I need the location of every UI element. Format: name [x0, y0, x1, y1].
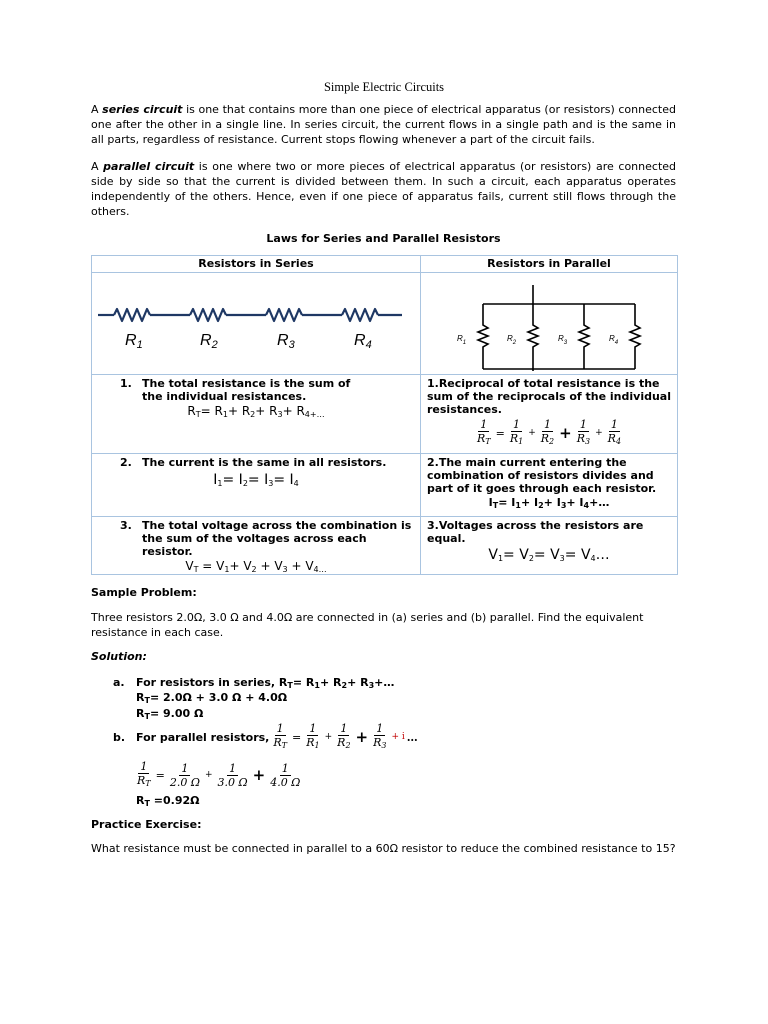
row1-series-text: The total resistance is the sum of the individual resistances.: [142, 377, 351, 403]
series-circuit-diagram: [92, 273, 418, 371]
solution-a-line3: $R_T= 9.00$ Ω: [136, 707, 204, 721]
parallel-branch-3: [579, 304, 589, 369]
solution-a-line1: For resistors in series, $R_T= R_1+ R_2+$ $R_3+\dots$: [136, 676, 395, 690]
row2-parallel-cell: [421, 454, 678, 517]
series-resistor-3: [266, 309, 302, 321]
series-resistor-4: [342, 309, 378, 321]
parallel-label-r4: $R_4$: [609, 334, 619, 346]
row1-parallel-equation: $\frac{1}{R_T}$ = $\frac{1}{R_1}$ + $\frac{1}{R_2}$ + $\frac{1}{R_3}$ + $\frac{1}{R_4}$: [476, 418, 622, 446]
parallel-branch-4: [630, 304, 640, 369]
parallel-label-r2: $R_2$: [507, 334, 517, 346]
row3-series-text: The total voltage across the combination is the sum of the voltages across each resistor.: [142, 519, 412, 558]
parallel-label-r3: $R_3$: [558, 334, 568, 346]
row2-parallel-text: 2.The main current entering the combination of resistors divides and part of it goes through each resistor.: [427, 456, 657, 495]
solution-b-result: $R_T =0.92\Omega$: [136, 794, 200, 808]
b-val-2: 3.0 Ω: [217, 775, 248, 789]
row3-parallel-cell: [421, 517, 678, 575]
parallel-branch-2: [528, 304, 538, 369]
solution-a-line2: $R_T= 2.0\Omega + 3.0$ Ω + 4.0Ω: [136, 691, 288, 705]
series-resistor-1: [114, 309, 150, 321]
series-resistor-2: [190, 309, 226, 321]
row3-series-cell: [92, 517, 421, 575]
parallel-branch-1: [478, 304, 488, 369]
series-paragraph: [91, 102, 676, 147]
solution-b-formula: $\frac{1}{R_T}$ = $\frac{1}{R_1}$ + $\frac{1}{R_2}$ + $\frac{1}{R_3}$ + i …: [273, 722, 418, 750]
row1-parallel-text: 1.Reciprocal of total resistance is the sum of the reciprocals of the individual resistances.: [427, 377, 671, 416]
series-label-r3: R3: [277, 332, 295, 351]
row3-series-equation: $V_T = V_1+ V_2 + V_3 + V_{4\dots}$: [185, 559, 327, 574]
page-title: Simple Electric Circuits: [323, 80, 445, 94]
row2-parallel-equation: $I_T= I_1+ I_2+ I_3+$ $I_4+\dots$: [488, 496, 610, 510]
sample-problem: Three resistors 2.0Ω, 3.0 Ω and 4.0Ω are connected in (a) series and (b) parallel. Find the equivalent resistance in each case.: [91, 611, 644, 639]
parallel-circuit-diagram: [421, 273, 677, 371]
series-para-body: is one that contains more than one piece of electrical apparatus (or resistors) connected one after the other in a single line. In series circuit, the current flows in a single path and is the same in all parts, regardless of resistance. Current stops flowing whenever a part of the circuit fails.: [91, 103, 676, 146]
parallel-term: parallel circuit: [103, 160, 195, 173]
solution-b-text: For parallel resistors,: [136, 730, 270, 744]
series-label-r1: R1: [125, 332, 143, 351]
row2-series-cell: [92, 454, 421, 517]
row2-series-equation: $I_1= I_2= I_3= I_4$: [213, 472, 299, 488]
laws-table: [91, 255, 678, 575]
series-diagram-cell: [92, 273, 421, 375]
row2-number: 2.: [120, 456, 132, 469]
parallel-para-body: is one where two or more pieces of electrical apparatus (or resistors) are connected side by side so that the current is divided between them. In such a circuit, each apparatus operates independently of the others. Hence, even if one piece of apparatus fails, current still flows through the others.: [91, 160, 677, 218]
row3-parallel-text: 3.Voltages across the resistors are equal.: [427, 519, 644, 545]
series-para-prefix: A: [91, 103, 103, 116]
series-label-r4: R4: [354, 332, 372, 351]
solution-b-label: b.: [113, 731, 126, 744]
practice-heading: Practice Exercise:: [91, 818, 202, 831]
col-header-series: Resistors in Series: [92, 256, 421, 273]
row3-parallel-equation: $V_1= V_2= V_3=$ $V_4\dots$: [488, 547, 610, 563]
b-val-3: 4.0 Ω: [270, 775, 301, 789]
parallel-label-r1: $R_1$: [457, 334, 467, 346]
row2-series-text: The current is the same in all resistors.: [142, 456, 387, 469]
b-val-1: 2.0 Ω: [169, 775, 200, 789]
solution-b-line2: $\frac{1}{R_T}$ = $\frac{1}{2.0 \Omega}$ + $\frac{1}{3.0 \Omega}$ + $\frac{1}{4.0 \Omega}$: [137, 760, 301, 789]
parallel-para-prefix: A: [91, 160, 104, 173]
solution-label: Solution:: [91, 650, 147, 663]
laws-heading: Laws for Series and Parallel Resistors: [266, 232, 501, 245]
solution-b-line1: [136, 722, 419, 752]
row1-parallel-cell: [421, 375, 678, 454]
row3-number: 3.: [120, 519, 132, 532]
practice-text: What resistance must be connected in parallel to a 60Ω resistor to reduce the combined resistance to 15?: [91, 842, 676, 855]
solution-a-label: a.: [113, 676, 125, 689]
sample-heading: Sample Problem:: [91, 586, 197, 599]
series-term: series circuit: [102, 103, 183, 116]
parallel-paragraph: [91, 159, 676, 219]
col-header-parallel: Resistors in Parallel: [421, 256, 678, 273]
row1-series-equation: $R_T= R_1+ R_2+ R_3+ R_{4+\dots}$: [187, 404, 325, 419]
series-label-r2: R2: [200, 332, 218, 351]
parallel-diagram-cell: [421, 273, 678, 375]
row1-series-cell: [92, 375, 421, 454]
row1-number: 1.: [120, 377, 132, 390]
